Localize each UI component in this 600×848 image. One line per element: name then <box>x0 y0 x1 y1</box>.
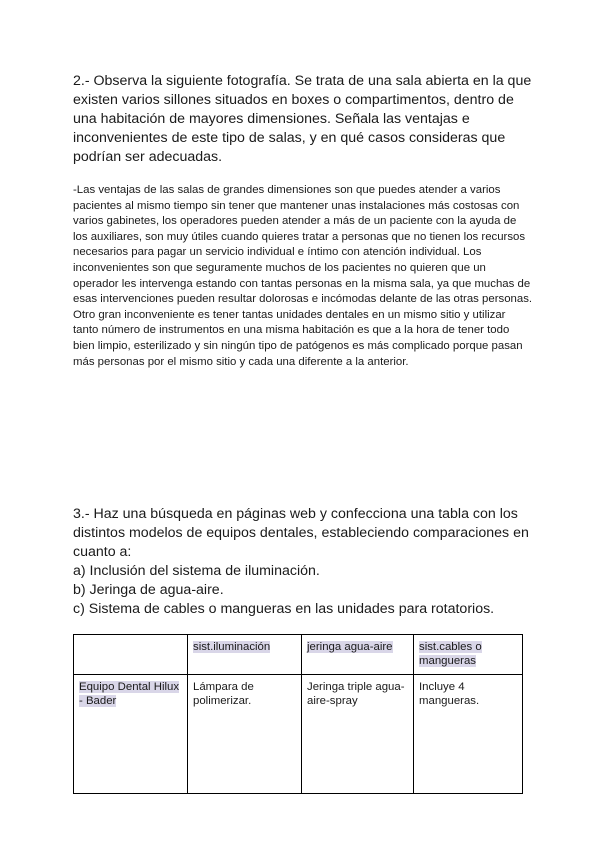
lighting-value: Lámpara de polimerizar. <box>193 681 254 707</box>
question-3 <box>73 505 533 619</box>
table-header-row <box>74 635 523 675</box>
answer-block <box>73 183 533 370</box>
answer-paragraph-2: Otro gran inconveniente es tener tantas unidades dentales en un mismo sitio y utilizar tanto número de instrumentos en una misma habitación es que a la hora de tener todo bien limpio, esterilizado y sin ningún tipo de patógenos es más complicado porque pasan más personas por el mismo sitio y cada una diferente a la anterior. <box>73 308 523 368</box>
header-cables: sist.cables o mangueras <box>419 641 482 667</box>
question-3-item-c: c) Sistema de cables o mangueras en las unidades para rotatorios. <box>73 601 495 617</box>
table-cell <box>188 675 302 794</box>
header-syringe: jeringa agua-aire <box>307 641 393 653</box>
cables-value: Incluye 4 mangueras. <box>419 681 480 707</box>
answer-paragraph-1: -Las ventajas de las salas de grandes dimensiones son que puedes atender a varios pacientes al mismo tiempo sin tener que mantener unas instalaciones más costosas con varios gabinetes, los operadores pueden atender a más de un paciente con la ayuda de los auxiliares, son muy útiles cuando quieres tratar a personas que no tienen los recursos necesarios para pagar un servicio individual e íntimo con atención individual. Los inconvenientes son que seguramente muchos de los pacientes no quieren que un operador les intervenga estando con tantas personas en la misma sala, ya que muchas de esas intervenciones pueden resultar dolorosas e incómodas delante de las otras personas. <box>73 184 533 306</box>
question-3-item-a: a) Inclusión del sistema de iluminación. <box>73 563 320 579</box>
header-lighting: sist.iluminación <box>193 641 271 653</box>
table-header-cell <box>302 635 414 675</box>
question-3-intro: 3.- Haz una búsqueda en páginas web y confecciona una tabla con los distintos modelos de equipos dentales, estableciendo comparaciones en cuanto a: <box>73 506 529 560</box>
table-header-cell <box>188 635 302 675</box>
table-header-cell <box>74 635 188 675</box>
model-name: Equipo Dental Hilux - Bader <box>79 681 180 707</box>
comparison-table <box>73 634 523 794</box>
question-3-item-b: b) Jeringa de agua-aire. <box>73 582 224 598</box>
syringe-value: Jeringa triple agua-aire-spray <box>307 681 405 707</box>
question-2-text: 2.- Observa la siguiente fotografía. Se trata de una sala abierta en la que existen varios sillones situados en boxes o compartimentos, dentro de una habitación de mayores dimensiones. Señala las ventajas e inconvenientes de este tipo de salas, y en qué casos consideras que podrían ser adecuadas. <box>73 73 532 165</box>
table-row <box>74 675 523 794</box>
table-cell <box>74 675 188 794</box>
table-cell <box>302 675 414 794</box>
table-cell <box>414 675 523 794</box>
table-header-cell <box>414 635 523 675</box>
